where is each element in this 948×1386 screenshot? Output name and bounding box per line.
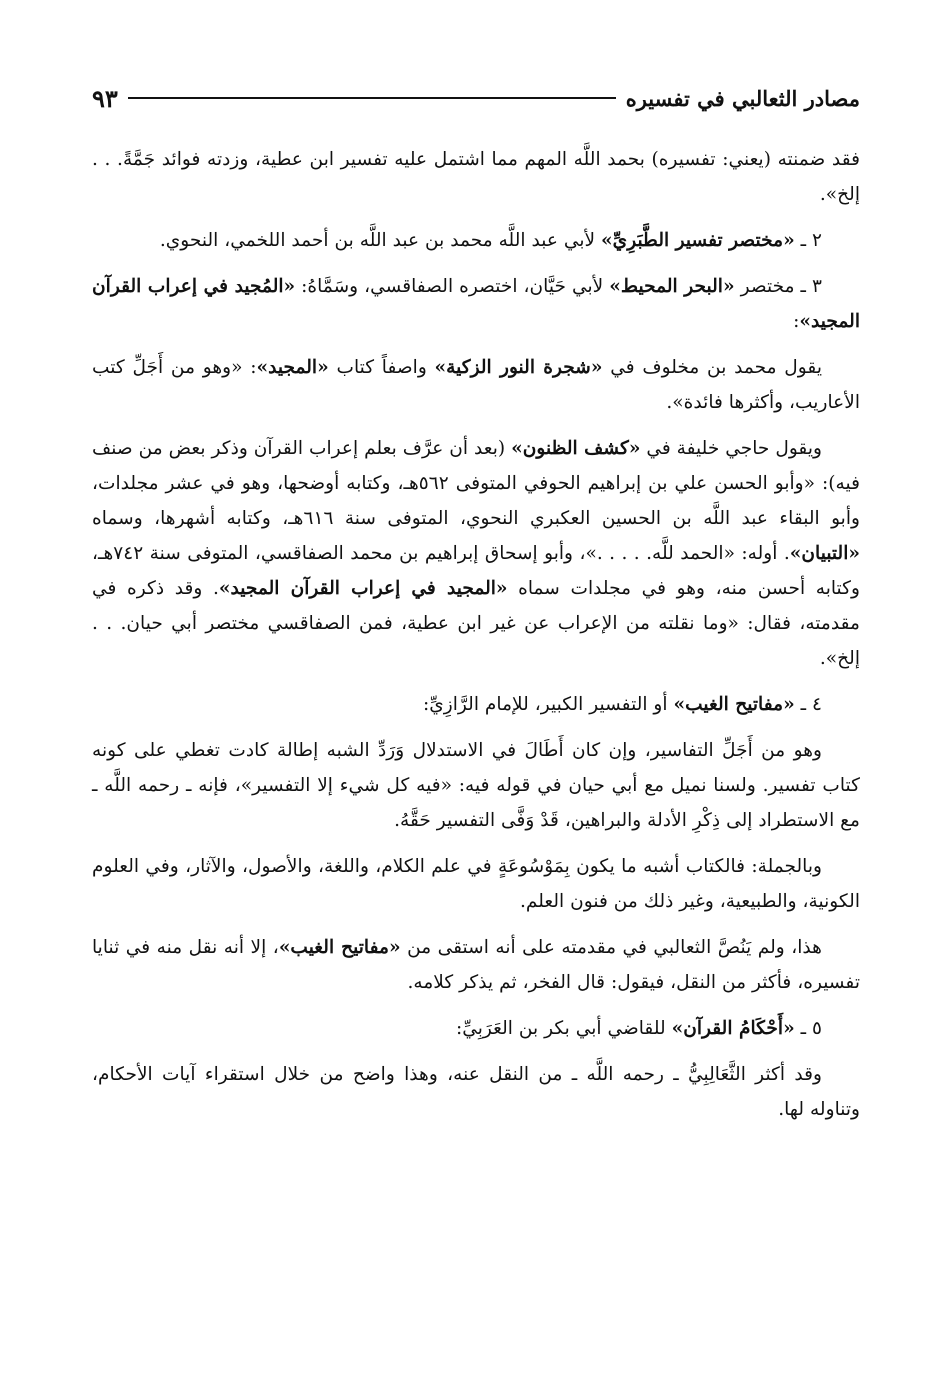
paragraph-text: . أوله: «الحمد للَّه. . . . .»، وأبو إسحاق إبراهيم بن محمد الصفاقسي، المتوفى سنة ٧٤٢هـ، وكتابه أحسن منه، وهو في مجلدات سماه: [92, 543, 860, 599]
running-header: [92, 78, 860, 118]
paragraph-p4: [92, 350, 860, 420]
paragraph-text: (بعد أن عرَّف بعلم إعراب القرآن وذكر بعض من صنف فيه): «وأبو الحسن علي بن إبراهيم الحوفي المتوفى ٥٦٢هـ، وكتابه أوضحها، وهو في عشر مجلدات، وأبو البقاء عبد اللَّه بن الحسين العكبري النحوي، المتوفى سنة ٦١٦هـ، وكتابه أشهرها، وسماه: [92, 438, 860, 529]
paragraph-text: : «وهو من أَجَلِّ كتب الأعاريب، وأكثرها فائدة».: [92, 357, 860, 413]
paragraph-p7: [92, 733, 860, 838]
header-rule: [128, 97, 616, 99]
paragraph-text: أو التفسير الكبير، للإمام الرَّازِيِّ:: [422, 694, 674, 715]
header-title: مصادر الثعالبي في تفسيره: [625, 85, 860, 111]
paragraph-text: لأبي حَيَّان، اختصره الصفاقسي، وسَمَّاهُ:: [295, 276, 610, 297]
paragraph-p2: [92, 223, 860, 258]
paragraph-text: يقول محمد بن مخلوف في: [602, 357, 822, 378]
paragraph-text: هذا، ولم يَنُصَّ الثعالبي في مقدمته على أنه استقى من: [400, 937, 822, 958]
paragraph-text: وقد أكثر الثَّعَالِبِيُّ ـ رحمه اللَّه ـ من النقل عنه، وهذا واضح من خلال استقراء آيات الأحكام، وتناوله لها.: [92, 1064, 860, 1120]
bold-title-text: «مختصر تفسير الطَّبَرِيِّ»: [601, 230, 795, 251]
paragraph-text: ويقول حاجي خليفة في: [640, 438, 822, 459]
bold-title-text: «المُجيد في إعراب القرآن المجيد»: [92, 276, 860, 332]
paragraph-text: لأبي عبد اللَّه محمد بن عبد اللَّه بن أحمد اللخمي، النحوي.: [159, 230, 602, 251]
paragraph-p1: [92, 142, 860, 212]
bold-title-text: «البحر المحيط»: [609, 276, 735, 297]
paragraph-text: :: [793, 311, 800, 332]
paragraph-text: واصفاً كتاب: [328, 357, 435, 378]
paragraph-p3: [92, 269, 860, 339]
bold-title-text: «التبيان»: [789, 543, 860, 564]
paragraph-p8: [92, 849, 860, 919]
bold-title-text: «المجيد»: [256, 357, 329, 378]
bold-title-text: «كشف الظنون»: [511, 438, 641, 459]
paragraph-p11: [92, 1057, 860, 1127]
paragraph-text: . وقد ذكره في مقدمته، فقال: «وما نقلته من الإعراب عن غير ابن عطية، فمن الصفاقسي مختصر أبي حيان. . . إلخ».: [92, 578, 860, 669]
paragraph-text: ٢ ـ: [794, 230, 822, 251]
paragraph-text: ٥ ـ: [794, 1018, 822, 1039]
body-text: [92, 142, 860, 1127]
bold-title-text: «أَحْكَامُ القرآن»: [671, 1018, 795, 1039]
bold-title-text: «المجيد في إعراب القرآن المجيد»: [218, 578, 508, 599]
paragraph-text: وهو من أَجَلِّ التفاسير، وإن كان أَطَالَ في الاستدلال وَرَدِّ الشبه إطالة كادت تغطي على كونه كتاب تفسير. ولسنا نميل مع أبي حيان في قوله فيه: «فيه كل شيء إلا التفسير»، فإنه ـ رحمه اللَّه ـ مع الاستطراد إلى ذِكْرِ الأدلة والبراهين، قَدْ وَفَّى التفسير حَقَّهُ.: [92, 740, 860, 831]
paragraph-text: فقد ضمنته (يعني: تفسيره) بحمد اللَّه المهم مما اشتمل عليه تفسير ابن عطية، وزدته فوائد جَمَّةً. . . إلخ».: [92, 149, 860, 205]
paragraph-text: للقاضي أبي بكر بن العَرَبِيِّ:: [455, 1018, 672, 1039]
page-number: ٩٣: [92, 83, 118, 113]
bold-title-text: «مفاتيح الغيب»: [673, 694, 795, 715]
paragraph-p9: [92, 930, 860, 1000]
bold-title-text: «مفاتيح الغيب»: [278, 937, 401, 958]
paragraph-p6: [92, 687, 860, 722]
bold-title-text: «شجرة النور الزكية»: [434, 357, 603, 378]
paragraph-text: ٣ ـ مختصر: [734, 276, 822, 297]
paragraph-text: ٤ ـ: [794, 694, 822, 715]
paragraph-text: وبالجملة: فالكتاب أشبه ما يكون بِمَوْسُوعَةٍ في علم الكلام، واللغة، والأصول، والآثار، وفي العلوم الكونية، والطبيعية، وغير ذلك من فنون العلم.: [92, 856, 860, 912]
paragraph-p10: [92, 1011, 860, 1046]
paragraph-text: ، إلا أنه نقل منه في ثنايا تفسيره، فأكثر من النقل، فيقول: قال الفخر، ثم يذكر كلامه.: [92, 937, 860, 993]
paragraph-p5: [92, 431, 860, 676]
